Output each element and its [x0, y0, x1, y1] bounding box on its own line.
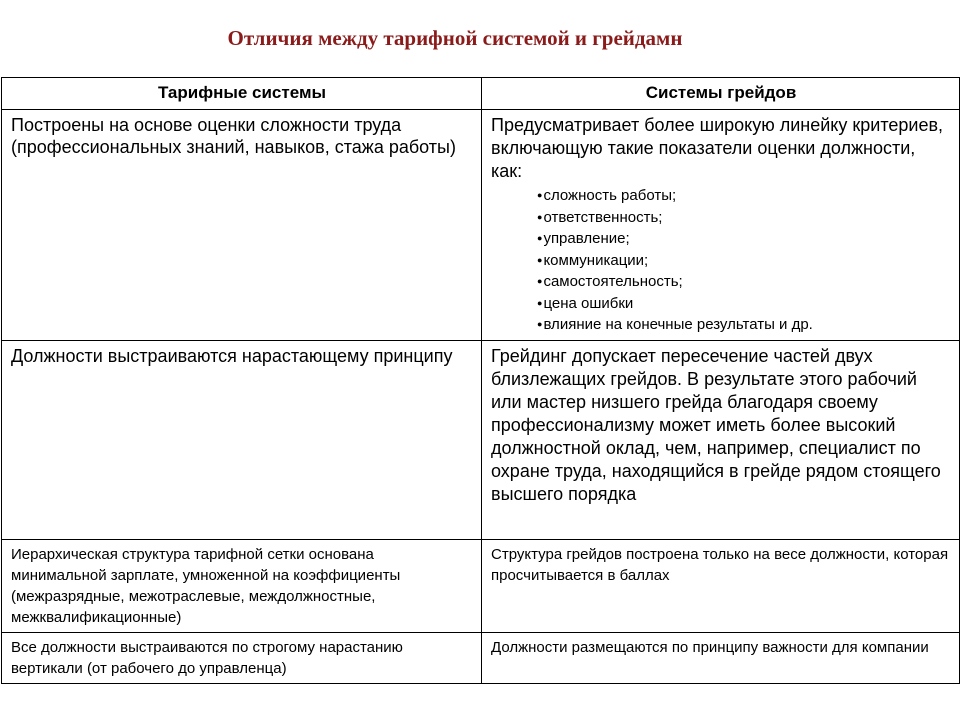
grades-cell: Структура грейдов построена только на весе должности, которая просчитывается в баллах — [482, 539, 960, 632]
list-item — [537, 271, 951, 293]
list-item — [537, 185, 951, 207]
tariff-cell: Иерархическая структура тарифной сетки основана минимальной зарплате, умноженной на коэффициенты (межразрядные, межотраслевые, междолжностные, межквалификационные) — [2, 539, 482, 632]
column-header-tariff: Тарифные системы — [2, 78, 482, 110]
comparison-table — [1, 77, 960, 684]
list-item-text: сложность работы; — [543, 187, 677, 204]
tariff-cell: Построены на основе оценки сложности труда (профессиональных знаний, навыков, стажа работы) — [2, 110, 482, 341]
list-item-text: цена ошибки — [543, 294, 634, 312]
grades-cell-text: Предусматривает более широкую линейку критериев, включающую такие показатели оценки должности, как: — [491, 115, 944, 181]
bullet-icon: ● — [537, 233, 543, 243]
table-row — [2, 340, 960, 539]
criteria-list — [491, 185, 951, 336]
grades-cell: Должности размещаются по принципу важности для компании — [482, 632, 960, 683]
page-title: Отличия между тарифной системой и грейдамн — [227, 26, 683, 50]
list-item-text: самостоятельность; — [543, 273, 683, 290]
list-item — [537, 250, 951, 272]
list-item-text: влияние на конечные результаты и др. — [543, 316, 813, 333]
grades-cell — [482, 110, 960, 341]
table-row — [2, 632, 960, 683]
list-item-text: ответственность; — [543, 208, 663, 226]
grades-cell: Грейдинг допускает пересечение частей двух близлежащих грейдов. В результате этого рабочий или мастер низшего грейда благодаря своему профессионализму может иметь более высокий должностной оклад, чем, например, специалист по охране труда, находящийся в грейде рядом стоящего высшего порядка — [482, 340, 960, 539]
bullet-icon: ● — [537, 276, 543, 286]
bullet-icon: ● — [537, 254, 543, 265]
bullet-icon: ● — [537, 190, 543, 200]
bullet-icon: ● — [537, 211, 543, 222]
list-item-text: управление; — [543, 230, 630, 247]
bullet-icon: ● — [537, 297, 543, 308]
table-row — [2, 539, 960, 632]
tariff-cell: Все должности выстраиваются по строгому нарастанию вертикали (от рабочего до управленца) — [2, 632, 482, 683]
table-header-row — [2, 78, 960, 110]
list-item — [537, 293, 951, 315]
list-item — [537, 314, 951, 336]
column-header-grades: Системы грейдов — [482, 78, 960, 110]
list-item-text: коммуникации; — [543, 251, 649, 269]
tariff-cell: Должности выстраиваются нарастающему принципу — [2, 340, 482, 539]
table-row — [2, 110, 960, 341]
list-item — [537, 207, 951, 229]
bullet-icon: ● — [537, 319, 543, 329]
list-item — [537, 228, 951, 250]
